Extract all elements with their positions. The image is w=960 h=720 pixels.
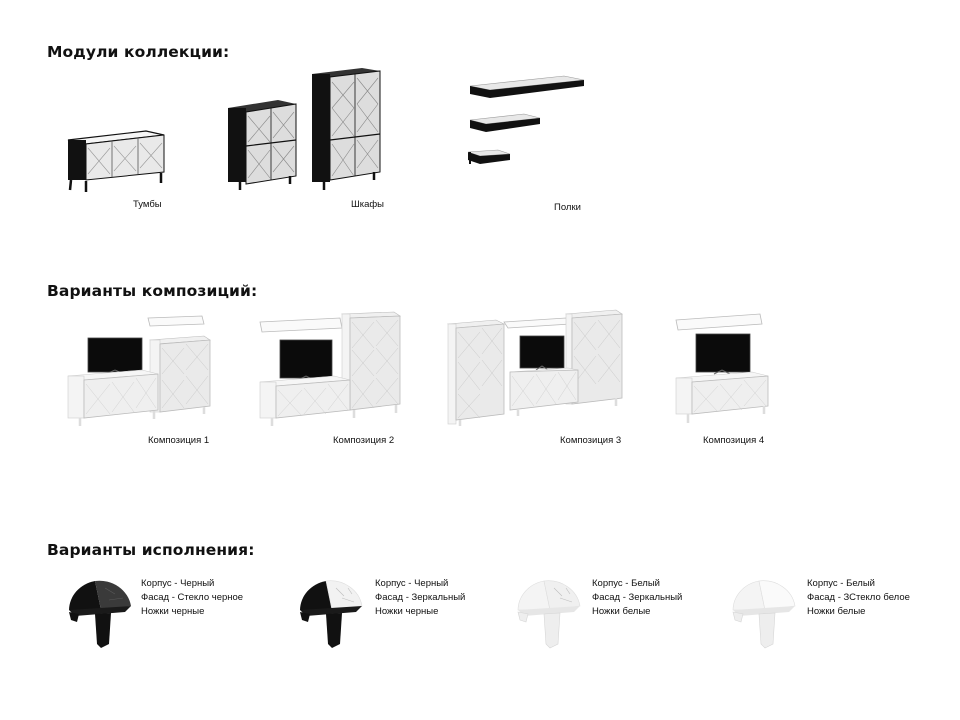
variants-title: Варианты исполнения: (47, 541, 255, 559)
module-caption-shelves: Полки (554, 202, 581, 213)
module-caption-stands: Тумбы (133, 199, 162, 210)
variant-2-legs: Ножки черные (375, 606, 439, 617)
variant-2-body: Корпус - Черный (375, 578, 449, 589)
variant-1-legs: Ножки черные (141, 606, 205, 617)
variant-2-swatch (296, 578, 366, 650)
tv-stand-image (66, 128, 166, 194)
modules-title: Модули коллекции: (47, 43, 230, 61)
shelves-image (468, 72, 588, 170)
variant-3-body: Корпус - Белый (592, 578, 660, 589)
variant-2-description (375, 577, 465, 619)
variant-4-body: Корпус - Белый (807, 578, 875, 589)
compositions-title: Варианты композиций: (47, 282, 258, 300)
variant-3-legs: Ножки белые (592, 606, 651, 617)
composition-caption-4: Композиция 4 (703, 435, 765, 446)
variant-4-swatch (729, 578, 799, 650)
composition-1-image (66, 314, 216, 429)
variant-3-facade: Фасад - Зеркальный (592, 592, 683, 603)
module-caption-cabinets: Шкафы (351, 199, 384, 210)
variant-4-facade: Фасад - ЗСтекло белое (807, 592, 910, 603)
variant-3-swatch (514, 578, 584, 650)
cabinets-image (228, 68, 383, 190)
variant-4-description (807, 577, 910, 619)
variant-1-facade: Фасад - Стекло черное (141, 592, 244, 603)
composition-caption-3: Композиция 3 (560, 435, 622, 446)
variant-1-swatch (65, 578, 135, 650)
composition-caption-2: Композиция 2 (333, 435, 395, 446)
variant-1-body: Корпус - Черный (141, 578, 215, 589)
variant-3-description (592, 577, 682, 619)
composition-2-image (258, 310, 408, 428)
composition-4-image (674, 314, 774, 426)
variant-2-facade: Фасад - Зеркальный (375, 592, 466, 603)
composition-3-image (446, 310, 626, 428)
variant-1-description (141, 577, 243, 619)
composition-caption-1: Композиция 1 (148, 435, 210, 446)
variant-4-legs: Ножки белые (807, 606, 866, 617)
